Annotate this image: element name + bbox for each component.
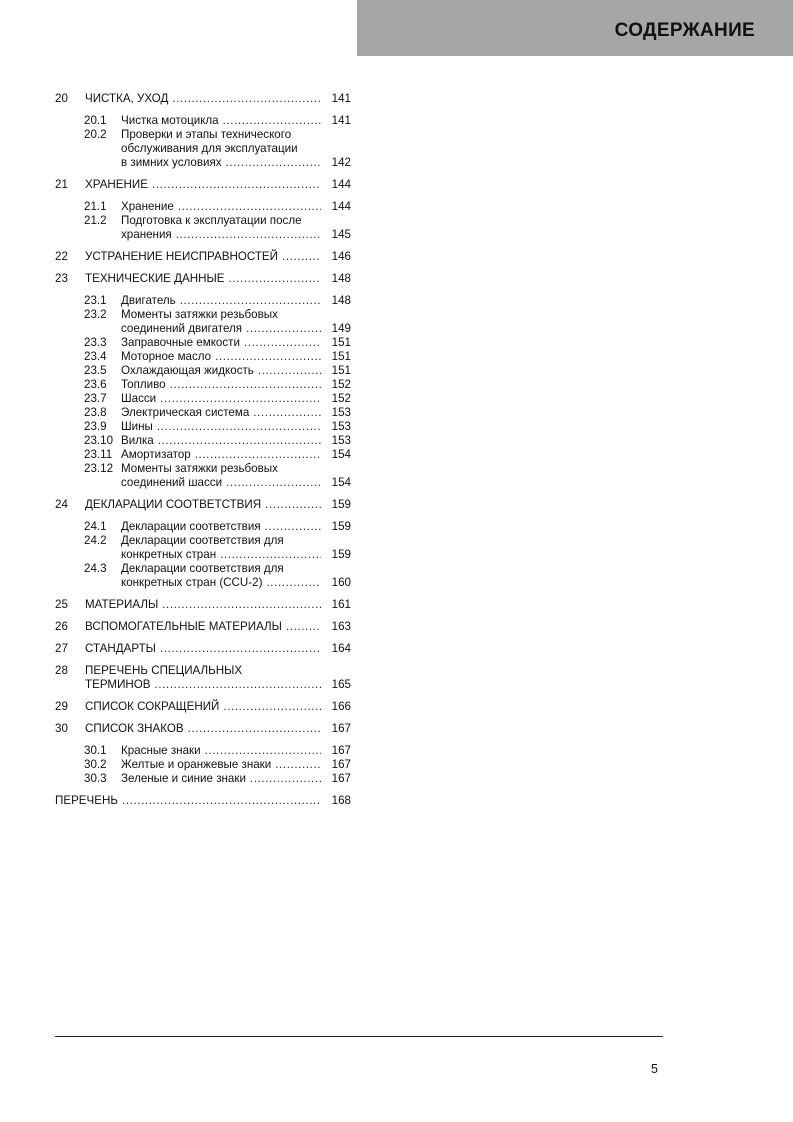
dot-leader — [253, 406, 321, 420]
toc-entry-number: 30.3 — [84, 772, 107, 785]
toc-entry-title-text: Зеленые и синие знаки — [121, 772, 246, 785]
toc-entry-title — [55, 250, 351, 264]
toc-entry-leader-line — [121, 228, 321, 242]
toc-entry-leader-line — [121, 420, 321, 434]
toc-page-number: 151 — [331, 336, 351, 349]
toc-section-entry[interactable] — [55, 420, 351, 434]
toc-entry-title — [55, 642, 351, 656]
dot-leader — [155, 678, 321, 692]
toc-entry-number: 23.2 — [84, 308, 107, 321]
toc-entry-number: 21.1 — [84, 200, 107, 213]
toc-entry-leader-line — [85, 272, 321, 286]
toc-chapter-entry[interactable] — [55, 598, 351, 612]
toc-section-entry[interactable] — [55, 308, 351, 336]
toc-section-entry[interactable] — [55, 534, 351, 562]
toc-entry-title-line: обслуживания для эксплуатации — [121, 142, 298, 155]
toc-entry-title — [55, 598, 351, 612]
toc-entry-title-text: Электрическая система — [121, 406, 250, 419]
dot-leader — [244, 336, 321, 350]
toc-entry-leader-line — [85, 642, 321, 656]
toc-entry-title-text: ТЕРМИНОВ — [85, 678, 151, 691]
toc-page-number: 168 — [331, 794, 351, 807]
toc-entry-number: 24.3 — [84, 562, 107, 575]
toc-entry-title-text: СПИСОК СОКРАЩЕНИЙ — [85, 700, 220, 713]
dot-leader — [205, 744, 321, 758]
dot-leader — [172, 92, 321, 106]
dot-leader — [226, 476, 321, 490]
toc-entry-leader-line — [121, 434, 321, 448]
toc-entry-title-text: Хранение — [121, 200, 174, 213]
toc-page-number: 145 — [331, 228, 351, 241]
toc-page-number: 159 — [331, 520, 351, 533]
toc-page-number: 163 — [331, 620, 351, 633]
toc-page-number: 165 — [331, 678, 351, 691]
dot-leader — [188, 722, 321, 736]
dot-leader — [275, 758, 321, 772]
toc-entry-leader-line — [85, 678, 321, 692]
toc-entry-title-text: УСТРАНЕНИЕ НЕИСПРАВНОСТЕЙ — [85, 250, 278, 263]
toc-page-number: 151 — [331, 350, 351, 363]
dot-leader — [266, 576, 321, 590]
toc-page-number: 153 — [331, 420, 351, 433]
dot-leader — [246, 322, 321, 336]
toc-section-entry[interactable] — [55, 434, 351, 448]
toc-entry-number: 30.1 — [84, 744, 107, 757]
toc-section-entry[interactable] — [55, 772, 351, 786]
toc-entry-title-text: Заправочные емкости — [121, 336, 240, 349]
toc-page-number: 164 — [331, 642, 351, 655]
toc-section-entry[interactable] — [55, 200, 351, 214]
toc-entry-title-line: Проверки и этапы технического — [121, 128, 292, 141]
toc-page-number: 144 — [331, 178, 351, 191]
toc-section-entry[interactable] — [55, 562, 351, 590]
dot-leader — [122, 794, 321, 808]
toc-section-entry[interactable] — [55, 744, 351, 758]
toc-page-number: 148 — [331, 272, 351, 285]
toc-entry-number: 23 — [55, 272, 68, 285]
toc-entry-number: 23.9 — [84, 420, 107, 433]
table-of-contents — [55, 92, 351, 808]
dot-leader — [265, 498, 321, 512]
dot-leader — [158, 434, 321, 448]
toc-entry-title — [55, 498, 351, 512]
toc-section-entry[interactable] — [55, 462, 351, 490]
toc-chapter-entry[interactable] — [55, 250, 351, 264]
toc-entry-title-text: МАТЕРИАЛЫ — [85, 598, 159, 611]
toc-entry-leader-line — [121, 294, 321, 308]
toc-entry-title-line: ПЕРЕЧЕНЬ СПЕЦИАЛЬНЫХ — [85, 664, 243, 677]
toc-entry-title — [55, 700, 351, 714]
toc-entry-leader-line — [121, 378, 321, 392]
dot-leader — [160, 392, 321, 406]
toc-entry-leader-line — [121, 520, 321, 534]
dot-leader — [157, 420, 321, 434]
toc-page-number: 144 — [331, 200, 351, 213]
dot-leader — [162, 598, 321, 612]
toc-entry-title-text: Чистка мотоцикла — [121, 114, 219, 127]
toc-entry-leader-line — [121, 476, 321, 490]
toc-chapter-entry[interactable] — [55, 664, 351, 692]
dot-leader — [286, 620, 321, 634]
toc-chapter-entry[interactable] — [55, 700, 351, 714]
dot-leader — [160, 642, 321, 656]
toc-entry-leader-line — [121, 406, 321, 420]
dot-leader — [195, 448, 321, 462]
toc-section-entry[interactable] — [55, 214, 351, 242]
toc-entry-title-text: конкретных стран — [121, 548, 217, 561]
toc-entry-title-text: Моторное масло — [121, 350, 212, 363]
toc-entry-number: 20.2 — [84, 128, 107, 141]
toc-chapter-entry[interactable] — [55, 272, 351, 286]
toc-entry-number: 24.2 — [84, 534, 107, 547]
toc-entry-title-text: Шины — [121, 420, 153, 433]
toc-page-number: 152 — [331, 378, 351, 391]
toc-chapter-entry[interactable] — [55, 498, 351, 512]
toc-section-entry[interactable] — [55, 406, 351, 420]
toc-entry-title-text: Желтые и оранжевые знаки — [121, 758, 272, 771]
toc-entry-title — [55, 272, 351, 286]
toc-entry-title-text: Шасси — [121, 392, 157, 405]
toc-entry-number: 23.3 — [84, 336, 107, 349]
dot-leader — [178, 200, 321, 214]
toc-entry-number: 30.2 — [84, 758, 107, 771]
toc-page-number: 152 — [331, 392, 351, 405]
toc-section-entry[interactable] — [55, 392, 351, 406]
toc-chapter-entry[interactable] — [55, 92, 351, 106]
toc-entry-leader-line — [121, 114, 321, 128]
toc-page-number: 148 — [331, 294, 351, 307]
toc-entry-number: 22 — [55, 250, 68, 263]
toc-page-number: 151 — [331, 364, 351, 377]
toc-entry-number: 30 — [55, 722, 68, 735]
page-title: СОДЕРЖАНИЕ — [614, 20, 755, 41]
footer-divider — [55, 1036, 663, 1037]
dot-leader — [223, 114, 321, 128]
dot-leader — [215, 350, 321, 364]
toc-page-number: 141 — [331, 114, 351, 127]
toc-entry-title-text: соединений шасси — [121, 476, 223, 489]
toc-page-number: 159 — [331, 548, 351, 561]
toc-entry-title — [55, 794, 351, 808]
toc-section-entry[interactable] — [55, 350, 351, 364]
toc-entry-leader-line — [85, 92, 321, 106]
toc-page-number: 161 — [331, 598, 351, 611]
toc-entry-title — [55, 178, 351, 192]
toc-entry-number: 28 — [55, 664, 68, 677]
toc-entry-title-text: конкретных стран (CCU-2) — [121, 576, 263, 589]
toc-entry-leader-line — [85, 250, 321, 264]
toc-entry-number: 25 — [55, 598, 68, 611]
toc-page-number: 141 — [331, 92, 351, 105]
toc-entry-title-text: Амортизатор — [121, 448, 191, 461]
toc-page-number: 142 — [331, 156, 351, 169]
toc-page-number: 149 — [331, 322, 351, 335]
toc-chapter-entry[interactable] — [55, 620, 351, 634]
toc-entry-leader-line — [121, 364, 321, 378]
toc-page-number: 153 — [331, 434, 351, 447]
toc-entry-number: 24 — [55, 498, 68, 511]
page-number: 5 — [651, 1062, 658, 1076]
toc-entry-number: 21 — [55, 178, 68, 191]
toc-page-number: 154 — [331, 448, 351, 461]
toc-entry-number: 23.10 — [84, 434, 114, 447]
dot-leader — [170, 378, 321, 392]
toc-entry-number: 24.1 — [84, 520, 107, 533]
toc-page-number: 167 — [331, 722, 351, 735]
toc-entry-title-text: Декларации соответствия — [121, 520, 261, 533]
toc-entry-number: 23.8 — [84, 406, 107, 419]
dot-leader — [152, 178, 321, 192]
toc-entry-title-text: Красные знаки — [121, 744, 201, 757]
toc-entry-title-text: ВСПОМОГАТЕЛЬНЫЕ МАТЕРИАЛЫ — [85, 620, 282, 633]
dot-leader — [223, 700, 321, 714]
toc-entry-title-line: Декларации соответствия для — [121, 562, 284, 575]
toc-entry-title — [55, 664, 351, 692]
toc-entry-leader-line — [121, 200, 321, 214]
toc-entry-leader-line — [121, 336, 321, 350]
toc-page-number: 166 — [331, 700, 351, 713]
toc-entry-title-text: ТЕХНИЧЕСКИЕ ДАННЫЕ — [85, 272, 225, 285]
toc-entry-title-line: Декларации соответствия для — [121, 534, 284, 547]
toc-entry-title-text: в зимних условиях — [121, 156, 222, 169]
dot-leader — [258, 364, 321, 378]
toc-entry-leader-line — [121, 448, 321, 462]
dot-leader — [282, 250, 321, 264]
toc-page-number: 167 — [331, 758, 351, 771]
toc-chapter-entry[interactable] — [55, 722, 351, 736]
toc-entry-title-text: ХРАНЕНИЕ — [85, 178, 148, 191]
dot-leader — [265, 520, 321, 534]
toc-page-number: 159 — [331, 498, 351, 511]
toc-entry-leader-line — [85, 700, 321, 714]
toc-entry-title-text: Вилка — [121, 434, 154, 447]
dot-leader — [250, 772, 321, 786]
toc-entry-leader-line — [85, 598, 321, 612]
toc-section-entry[interactable] — [55, 128, 351, 170]
toc-section-entry[interactable] — [55, 364, 351, 378]
toc-entry-title-text: хранения — [121, 228, 172, 241]
toc-entry-leader-line — [85, 498, 321, 512]
toc-entry-title-text: СТАНДАРТЫ — [85, 642, 156, 655]
toc-page-number: 167 — [331, 772, 351, 785]
dot-leader — [180, 294, 321, 308]
toc-section-entry[interactable] — [55, 336, 351, 350]
toc-entry-number: 23.6 — [84, 378, 107, 391]
toc-section-entry[interactable] — [55, 520, 351, 534]
toc-entry-title-line: Моменты затяжки резьбовых — [121, 462, 278, 475]
toc-entry-title-text: ПЕРЕЧЕНЬ — [55, 794, 118, 807]
toc-section-entry[interactable] — [55, 294, 351, 308]
toc-entry-number: 27 — [55, 642, 68, 655]
toc-page-number: 160 — [331, 576, 351, 589]
toc-entry-title-text: Охлаждающая жидкость — [121, 364, 254, 377]
toc-entry-leader-line — [85, 178, 321, 192]
toc-section-entry[interactable] — [55, 114, 351, 128]
header-bar — [357, 0, 793, 56]
toc-entry-leader-line — [121, 350, 321, 364]
toc-entry-title — [55, 722, 351, 736]
toc-section-entry[interactable] — [55, 378, 351, 392]
toc-entry-leader-line — [121, 548, 321, 562]
toc-section-entry[interactable] — [55, 448, 351, 462]
toc-entry-title — [55, 92, 351, 106]
toc-entry-title-text: соединений двигателя — [121, 322, 243, 335]
toc-entry-title-line: Подготовка к эксплуатации после — [121, 214, 302, 227]
toc-entry-leader-line — [121, 758, 321, 772]
toc-entry-title-text: СПИСОК ЗНАКОВ — [85, 722, 184, 735]
toc-entry-title — [55, 620, 351, 634]
toc-chapter-entry[interactable] — [55, 642, 351, 656]
toc-entry-leader-line — [55, 794, 321, 808]
toc-chapter-entry[interactable] — [55, 178, 351, 192]
toc-page-number: 146 — [331, 250, 351, 263]
toc-entry-title-text: ЧИСТКА, УХОД — [85, 92, 169, 105]
toc-entry-number: 23.7 — [84, 392, 107, 405]
dot-leader — [228, 272, 321, 286]
toc-entry-number: 23.4 — [84, 350, 107, 363]
toc-entry-title-line: Моменты затяжки резьбовых — [121, 308, 278, 321]
toc-entry-title-text: Топливо — [121, 378, 166, 391]
toc-chapter-entry[interactable] — [55, 794, 351, 808]
toc-entry-leader-line — [121, 392, 321, 406]
dot-leader — [220, 548, 321, 562]
toc-entry-leader-line — [85, 722, 321, 736]
toc-entry-number: 23.5 — [84, 364, 107, 377]
dot-leader — [226, 156, 321, 170]
toc-entry-title-text: Двигатель — [121, 294, 176, 307]
toc-entry-leader-line — [121, 322, 321, 336]
dot-leader — [176, 228, 321, 242]
toc-entry-number: 29 — [55, 700, 68, 713]
toc-section-entry[interactable] — [55, 758, 351, 772]
toc-entry-leader-line — [121, 576, 321, 590]
toc-page-number: 153 — [331, 406, 351, 419]
toc-entry-number: 23.12 — [84, 462, 114, 475]
toc-entry-leader-line — [85, 620, 321, 634]
toc-page-number: 167 — [331, 744, 351, 757]
toc-entry-number: 23.1 — [84, 294, 107, 307]
toc-entry-number: 20.1 — [84, 114, 107, 127]
toc-entry-leader-line — [121, 156, 321, 170]
toc-entry-leader-line — [121, 744, 321, 758]
toc-entry-number: 20 — [55, 92, 68, 105]
toc-entry-number: 23.11 — [84, 448, 113, 461]
toc-entry-title-text: ДЕКЛАРАЦИИ СООТВЕТСТВИЯ — [85, 498, 262, 511]
toc-entry-number: 21.2 — [84, 214, 107, 227]
toc-page-number: 154 — [331, 476, 351, 489]
toc-entry-number: 26 — [55, 620, 68, 633]
toc-entry-leader-line — [121, 772, 321, 786]
